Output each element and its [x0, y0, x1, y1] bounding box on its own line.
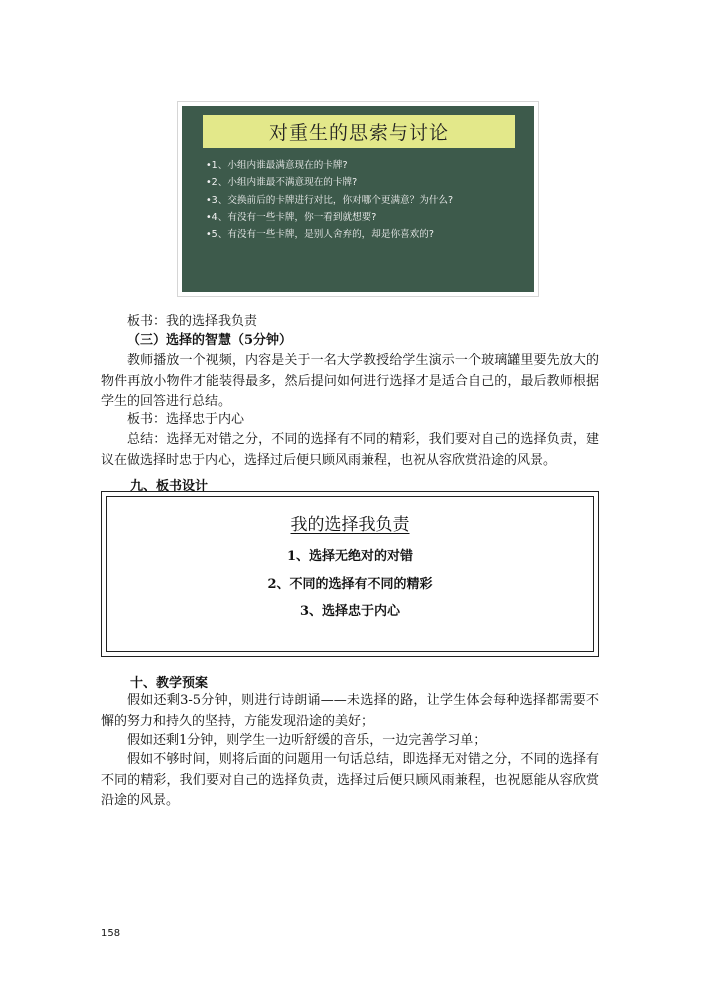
- slide-question: •1、小组内谁最满意现在的卡牌?: [206, 160, 348, 171]
- plan-paragraph-3: 假如不够时间，则将后面的问题用一句话总结，即选择无对错之分，不同的选择有不同的精彩，我们要对自己的选择负责，选择过后便只顾风雨兼程，也祝愿能从容欣赏沿途的风景。: [101, 752, 599, 808]
- slide-image: [177, 101, 539, 297]
- slide-question-list: [206, 157, 453, 243]
- slide-title: 对重生的思索与讨论: [268, 122, 449, 144]
- board-title: 我的选择我负责: [290, 515, 410, 535]
- board-design-inner-frame: [106, 496, 594, 652]
- plan-paragraph-2: 假如还剩1分钟，则学生一边听舒缓的音乐，一边完善学习单；: [127, 733, 487, 748]
- board-note-2: 板书：选择忠于内心: [127, 412, 245, 427]
- board-design-box: [101, 491, 599, 657]
- board-note-1: 板书：我的选择我负责: [127, 314, 258, 329]
- slide-question: •5、有没有一些卡牌，是别人舍弃的，却是你喜欢的?: [206, 229, 434, 241]
- section-10-heading: 十、教学预案: [130, 676, 209, 691]
- section-9-heading: 九、板书设计: [130, 479, 209, 494]
- video-paragraph: 教师播放一个视频，内容是关于一名大学教授给学生演示一个玻璃罐里要先放大的物件再放小物件才能装得最多，然后提问如何进行选择才是适合自己的，最后教师根据学生的回答进行总结。: [101, 353, 599, 409]
- slide-chalkboard: [182, 106, 534, 292]
- board-point-3: 3、选择忠于内心: [299, 604, 401, 619]
- summary-paragraph: 总结：选择无对错之分，不同的选择有不同的精彩，我们要对自己的选择负责，建议在做选择时忠于内心，选择过后便只顾风雨兼程，也祝从容欣赏沿途的风景。: [101, 432, 599, 468]
- slide-question: •3、交换前后的卡牌进行对比，你对哪个更满意？为什么?: [206, 194, 454, 206]
- section-3-heading: （三）选择的智慧（5分钟）: [127, 333, 293, 348]
- board-point-2: 2、不同的选择有不同的精彩: [267, 577, 433, 592]
- slide-question: •4、有没有一些卡牌，你一看到就想要?: [206, 211, 377, 223]
- board-point-1: 1、选择无绝对的对错: [286, 549, 414, 564]
- page-number: 158: [101, 928, 121, 939]
- plan-paragraph-1: 假如还剩3-5分钟，则进行诗朗诵——未选择的路，让学生体会每种选择都需要不懈的努力和持久的坚持，方能发现沿途的美好；: [101, 693, 599, 729]
- slide-title-bar: [203, 115, 515, 148]
- slide-question: •2、小组内谁最不满意现在的卡牌?: [206, 177, 358, 189]
